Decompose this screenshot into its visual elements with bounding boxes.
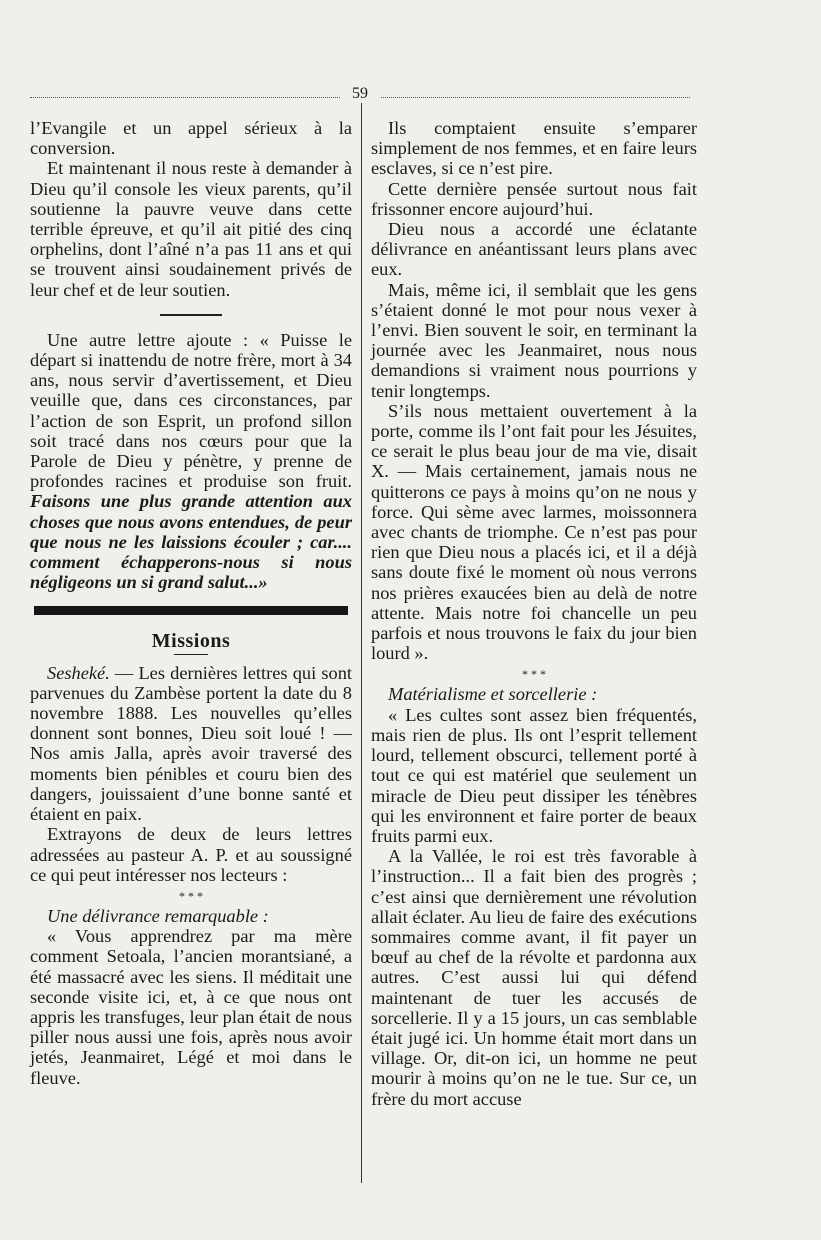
left-column: [30, 118, 352, 1088]
subheading: Matérialisme et sorcellerie :: [388, 684, 598, 705]
paragraph: A la Vallée, le roi est très favorable à l’instruction... Il a fait bien des progrès ; c’est ainsi que dernièrement une révolution allait éclater. Au lieu de faire des exécutions sommaires comme avant, il fit payer un bœuf au chef de la révolte et pardonna aux autres. C’est aussi lui qui défend maintenant de tuer les accusés de sorcellerie. Il y a 15 jours, un cas semblable était jugé ici. Un homme était mort dans un village. Or, dit-on ici, un homme ne peut mourir à moins qu’on ne le tue. Sur ce, un frère du mort accuse: [371, 846, 697, 1109]
asterism: * * *: [179, 888, 203, 903]
quote-text: Une autre lettre ajoute : « Puisse le départ si inattendu de notre frère, mort à 34 ans, nous servir d’avertissement, et Dieu veuille que, dans ces circonstances, par l’action de son Esprit, un profond sillon soit tracé dans nos cœurs pour que la Parole de Dieu y pénètre, y prenne de profondes racines et produise son fruit.: [30, 329, 352, 492]
section-title: Missions: [151, 630, 231, 653]
place-name: Sesheké.: [47, 662, 110, 683]
paragraph: Extrayons de deux de leurs lettres adressées au pasteur A. P. et au soussigné ce qui peut intéresser nos lecteurs :: [30, 824, 352, 885]
asterism: * * *: [522, 667, 546, 682]
paragraph-text: — Les dernières lettres qui sont parvenues du Zambèse portent la date du 8 novembre 1888. Les nouvelles qu’elles donnent sont bonnes, Dieu soit loué ! — Nos amis Jalla, après avoir traversé des moments bien pénibles et couru bien des dangers, jouissaient d’une bonne santé et étaient en paix.: [30, 662, 352, 825]
separator-rule: [160, 314, 222, 316]
page-number: 59: [340, 85, 380, 103]
right-column: [371, 118, 697, 1109]
paragraph: Dieu nous a accordé une éclatante délivrance en anéantissant leurs plans avec eux.: [371, 219, 697, 280]
section-divider: [30, 606, 352, 615]
paragraph: [30, 663, 352, 825]
paragraph: Et maintenant il nous reste à demander à Dieu qu’il console les vieux parents, qu’il soutienne la pauvre veuve dans cette terrible épreuve, et qu’il ait pitié des cinq orphelins, dont l’aîné n’a pas 11 ans et qui se trouvent ainsi soudainement privés de leur chef et de leur soutien.: [30, 158, 352, 300]
column-divider: [361, 103, 362, 1183]
paragraph: « Vous apprendrez par ma mère comment Setoala, l’ancien morantsiané, a été massacré avec les siens. Il méditait une seconde visite ici, et, à ce que nous ont appris les transfuges, leur plan était de nous piller nous aussi une fois, après nous avoir jetés, Jeanmairet, Légé et moi dans le fleuve.: [30, 926, 352, 1088]
subheading: Une délivrance remarquable :: [47, 905, 269, 926]
emphasized-text: Faisons une plus grande attention aux choses que nous avons entendues, de peur que nous ne les laissions écouler ; car.... comment échapperons-nous si nous négligeons un si grand salut...»: [30, 491, 352, 593]
paragraph: l’Evangile et un appel sérieux à la conversion.: [30, 118, 352, 159]
paragraph: « Les cultes sont assez bien fréquentés, mais rien de plus. Ils ont l’esprit tellement lourd, tellement obscurci, tellement porté à tout ce qui est matériel que seulement un miracle de Dieu peut dissiper les ténèbres qui les environnent et faire porter de beaux fruits parmi eux.: [371, 704, 697, 846]
paragraph: [30, 330, 352, 593]
paragraph: Mais, même ici, il semblait que les gens s’étaient donné le mot pour nous vexer à l’envi. Bien souvent le soir, en terminant la journée avec les Jeanmairet, nous nous demandions si vraiment nous pourrions y tenir longtemps.: [371, 279, 697, 401]
paragraph: Ils comptaient ensuite s’emparer simplement de nos femmes, et en faire leurs esclaves, si ce n’est pire.: [371, 118, 697, 179]
title-rule: [174, 654, 208, 655]
paragraph: S’ils nous mettaient ouvertement à la porte, comme ils l’ont fait pour les Jésuites, ce serait le plus beau jour de ma vie, disait X. — Mais certainement, jamais nous ne quitterons ce pays à moins qu’on ne nous y force. Qui sème avec larmes, moissonnera avec chants de triomphe. Ce n’est pas pour rien que Dieu nous a placés ici, et il a déjà sans doute fixé le moment où nous verrons nos prières exaucées bien au delà de notre attente. Mais notre foi chancelle un peu parfois et nous trouvons le faix du jour bien lourd ».: [371, 400, 697, 664]
paragraph: Cette dernière pensée surtout nous fait frissonner encore aujourd’hui.: [371, 178, 697, 219]
